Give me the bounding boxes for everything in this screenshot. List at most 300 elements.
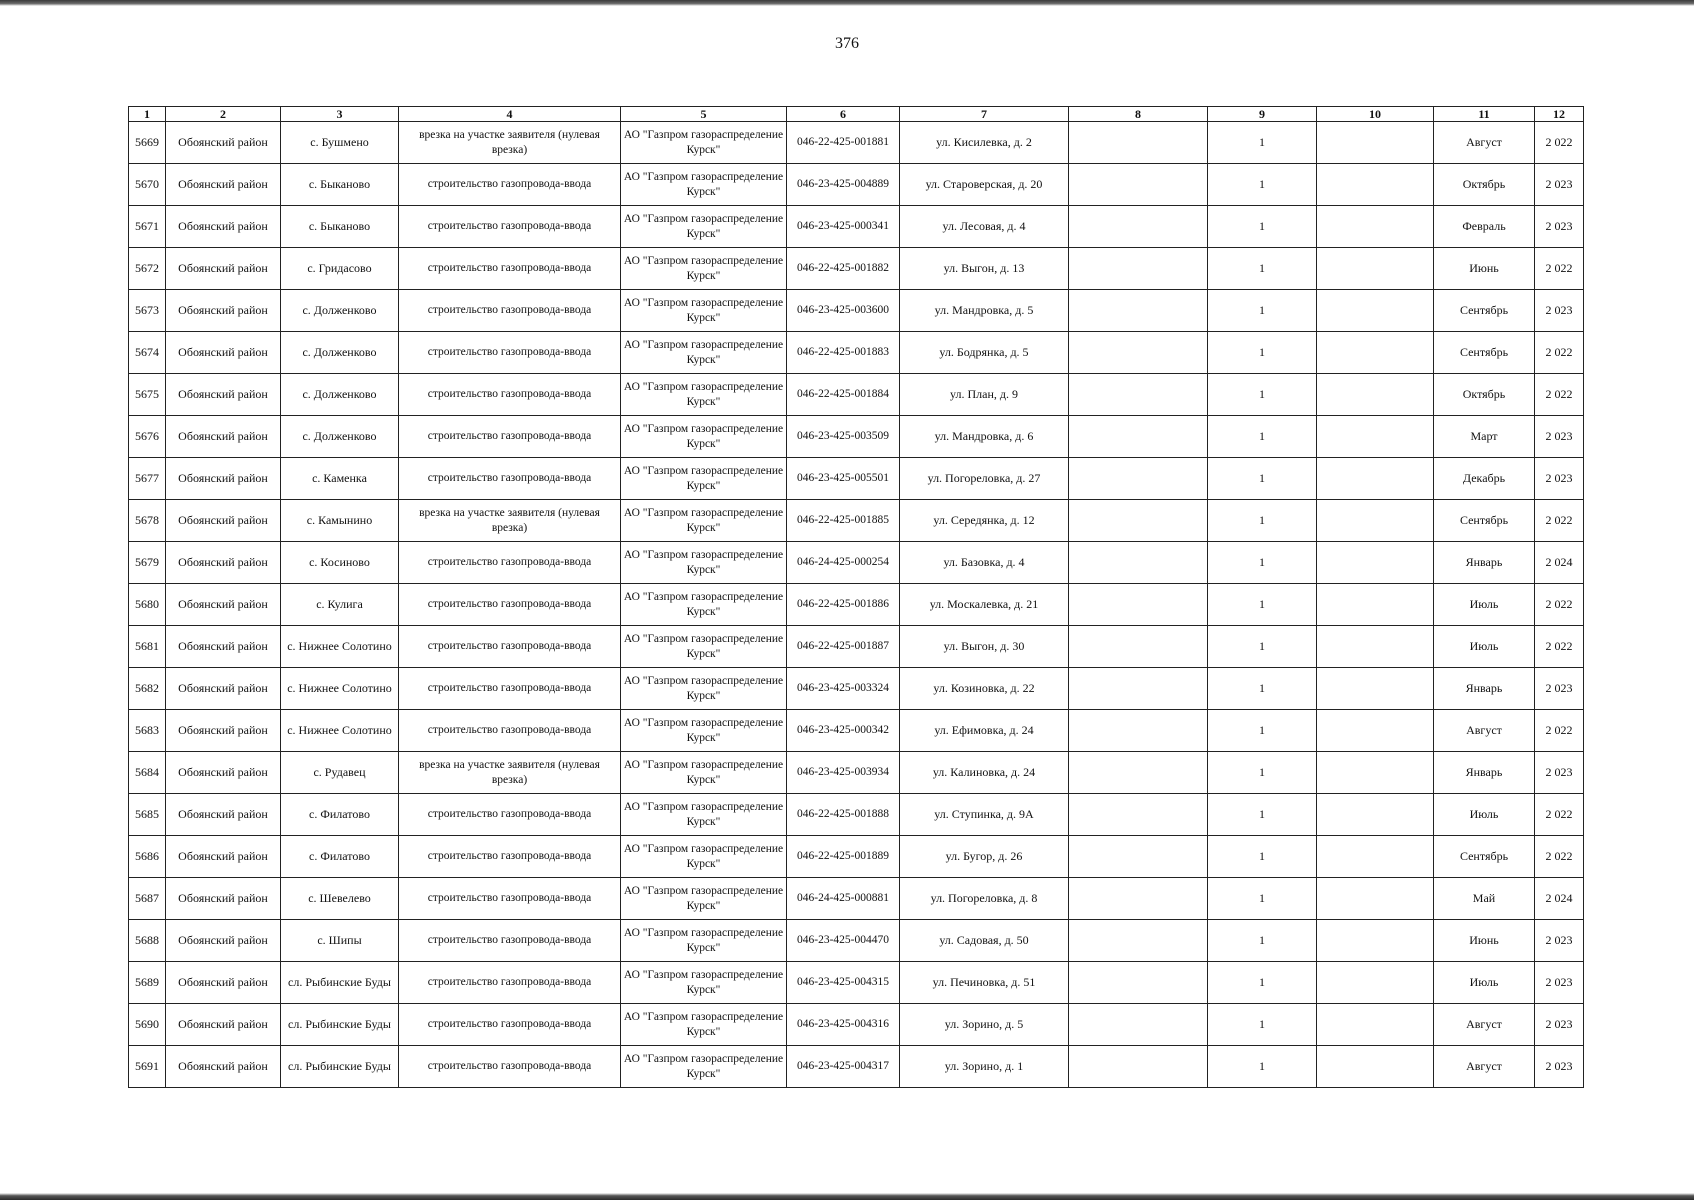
cell-district: Обоянский район — [166, 668, 281, 710]
cell-year: 2 023 — [1535, 1004, 1584, 1046]
cell-address: ул. Бугор, д. 26 — [900, 836, 1069, 878]
cell-organization: АО "Газпром газораспределение Курск" — [621, 500, 787, 542]
cell-quantity: 1 — [1208, 374, 1317, 416]
cell-settlement: сл. Рыбинские Буды — [281, 962, 399, 1004]
cell-year: 2 022 — [1535, 332, 1584, 374]
table-row — [129, 374, 1584, 416]
cell-col-8 — [1069, 1004, 1208, 1046]
cell-col-8 — [1069, 542, 1208, 584]
cell-district: Обоянский район — [166, 836, 281, 878]
cell-quantity: 1 — [1208, 122, 1317, 164]
cell-application-number: 046-23-425-000342 — [787, 710, 900, 752]
cell-row-number: 5671 — [129, 206, 166, 248]
cell-quantity: 1 — [1208, 542, 1317, 584]
cell-row-number: 5670 — [129, 164, 166, 206]
cell-quantity: 1 — [1208, 458, 1317, 500]
cell-month: Июнь — [1434, 920, 1535, 962]
cell-settlement: с. Филатово — [281, 794, 399, 836]
cell-application-number: 046-23-425-004315 — [787, 962, 900, 1004]
cell-year: 2 023 — [1535, 962, 1584, 1004]
cell-settlement: сл. Рыбинские Буды — [281, 1046, 399, 1088]
cell-district: Обоянский район — [166, 920, 281, 962]
cell-col-8 — [1069, 794, 1208, 836]
cell-organization: АО "Газпром газораспределение Курск" — [621, 878, 787, 920]
cell-organization: АО "Газпром газораспределение Курск" — [621, 626, 787, 668]
cell-organization: АО "Газпром газораспределение Курск" — [621, 962, 787, 1004]
cell-col-10 — [1317, 584, 1434, 626]
cell-settlement: с. Нижнее Солотино — [281, 668, 399, 710]
cell-col-10 — [1317, 374, 1434, 416]
cell-row-number: 5672 — [129, 248, 166, 290]
cell-quantity: 1 — [1208, 626, 1317, 668]
column-header-4: 4 — [399, 107, 621, 122]
cell-row-number: 5679 — [129, 542, 166, 584]
table-row — [129, 878, 1584, 920]
cell-col-10 — [1317, 500, 1434, 542]
register-table — [128, 106, 1584, 1088]
cell-application-number: 046-23-425-000341 — [787, 206, 900, 248]
cell-year: 2 023 — [1535, 920, 1584, 962]
cell-year: 2 023 — [1535, 290, 1584, 332]
cell-organization: АО "Газпром газораспределение Курск" — [621, 542, 787, 584]
cell-address: ул. Староверская, д. 20 — [900, 164, 1069, 206]
table-row — [129, 626, 1584, 668]
cell-district: Обоянский район — [166, 164, 281, 206]
table-row — [129, 164, 1584, 206]
cell-year: 2 023 — [1535, 416, 1584, 458]
cell-col-10 — [1317, 1004, 1434, 1046]
cell-application-number: 046-24-425-000254 — [787, 542, 900, 584]
table-row — [129, 206, 1584, 248]
cell-work-type: строительство газопровода-ввода — [399, 878, 621, 920]
table-row — [129, 668, 1584, 710]
cell-year: 2 023 — [1535, 164, 1584, 206]
cell-col-8 — [1069, 332, 1208, 374]
cell-row-number: 5691 — [129, 1046, 166, 1088]
cell-month: Сентябрь — [1434, 500, 1535, 542]
cell-col-8 — [1069, 920, 1208, 962]
cell-district: Обоянский район — [166, 962, 281, 1004]
cell-district: Обоянский район — [166, 416, 281, 458]
cell-month: Март — [1434, 416, 1535, 458]
table-header-row — [129, 107, 1584, 122]
cell-quantity: 1 — [1208, 206, 1317, 248]
cell-district: Обоянский район — [166, 332, 281, 374]
cell-col-8 — [1069, 164, 1208, 206]
cell-quantity: 1 — [1208, 794, 1317, 836]
cell-col-10 — [1317, 710, 1434, 752]
cell-work-type: строительство газопровода-ввода — [399, 332, 621, 374]
cell-work-type: врезка на участке заявителя (нулевая врезка) — [399, 500, 621, 542]
cell-district: Обоянский район — [166, 122, 281, 164]
cell-organization: АО "Газпром газораспределение Курск" — [621, 248, 787, 290]
cell-settlement: с. Нижнее Солотино — [281, 626, 399, 668]
cell-col-8 — [1069, 290, 1208, 332]
table-row — [129, 920, 1584, 962]
cell-year: 2 022 — [1535, 248, 1584, 290]
cell-organization: АО "Газпром газораспределение Курск" — [621, 920, 787, 962]
cell-work-type: строительство газопровода-ввода — [399, 920, 621, 962]
cell-work-type: строительство газопровода-ввода — [399, 1046, 621, 1088]
cell-organization: АО "Газпром газораспределение Курск" — [621, 668, 787, 710]
cell-district: Обоянский район — [166, 710, 281, 752]
cell-col-10 — [1317, 920, 1434, 962]
cell-quantity: 1 — [1208, 878, 1317, 920]
table-row — [129, 542, 1584, 584]
cell-row-number: 5688 — [129, 920, 166, 962]
column-header-7: 7 — [900, 107, 1069, 122]
cell-address: ул. Середянка, д. 12 — [900, 500, 1069, 542]
cell-month: Сентябрь — [1434, 332, 1535, 374]
cell-application-number: 046-23-425-005501 — [787, 458, 900, 500]
cell-col-8 — [1069, 584, 1208, 626]
cell-settlement: сл. Рыбинские Буды — [281, 1004, 399, 1046]
column-header-12: 12 — [1535, 107, 1584, 122]
cell-row-number: 5669 — [129, 122, 166, 164]
cell-row-number: 5678 — [129, 500, 166, 542]
table-row — [129, 794, 1584, 836]
cell-col-8 — [1069, 248, 1208, 290]
cell-month: Октябрь — [1434, 164, 1535, 206]
cell-row-number: 5673 — [129, 290, 166, 332]
cell-settlement: с. Быканово — [281, 164, 399, 206]
cell-work-type: строительство газопровода-ввода — [399, 248, 621, 290]
cell-work-type: строительство газопровода-ввода — [399, 374, 621, 416]
cell-col-10 — [1317, 878, 1434, 920]
cell-address: ул. Садовая, д. 50 — [900, 920, 1069, 962]
cell-settlement: с. Бушмено — [281, 122, 399, 164]
cell-col-10 — [1317, 752, 1434, 794]
cell-application-number: 046-23-425-003600 — [787, 290, 900, 332]
cell-application-number: 046-22-425-001886 — [787, 584, 900, 626]
table-row — [129, 290, 1584, 332]
cell-settlement: с. Долженково — [281, 416, 399, 458]
cell-year: 2 022 — [1535, 584, 1584, 626]
cell-settlement: с. Камынино — [281, 500, 399, 542]
cell-settlement: с. Гридасово — [281, 248, 399, 290]
cell-work-type: строительство газопровода-ввода — [399, 962, 621, 1004]
cell-quantity: 1 — [1208, 164, 1317, 206]
cell-quantity: 1 — [1208, 752, 1317, 794]
cell-col-10 — [1317, 794, 1434, 836]
cell-organization: АО "Газпром газораспределение Курск" — [621, 584, 787, 626]
cell-month: Август — [1434, 122, 1535, 164]
column-header-3: 3 — [281, 107, 399, 122]
cell-organization: АО "Газпром газораспределение Курск" — [621, 458, 787, 500]
cell-address: ул. Калиновка, д. 24 — [900, 752, 1069, 794]
cell-col-10 — [1317, 836, 1434, 878]
cell-row-number: 5683 — [129, 710, 166, 752]
cell-year: 2 024 — [1535, 542, 1584, 584]
cell-row-number: 5675 — [129, 374, 166, 416]
cell-col-8 — [1069, 962, 1208, 1004]
cell-quantity: 1 — [1208, 248, 1317, 290]
column-header-10: 10 — [1317, 107, 1434, 122]
cell-quantity: 1 — [1208, 836, 1317, 878]
cell-application-number: 046-23-425-003509 — [787, 416, 900, 458]
cell-col-10 — [1317, 542, 1434, 584]
cell-year: 2 023 — [1535, 752, 1584, 794]
cell-quantity: 1 — [1208, 1004, 1317, 1046]
column-header-9: 9 — [1208, 107, 1317, 122]
cell-work-type: строительство газопровода-ввода — [399, 458, 621, 500]
cell-organization: АО "Газпром газораспределение Курск" — [621, 374, 787, 416]
cell-district: Обоянский район — [166, 374, 281, 416]
cell-address: ул. Погореловка, д. 8 — [900, 878, 1069, 920]
cell-month: Август — [1434, 1046, 1535, 1088]
scan-edge-bottom — [0, 1193, 1694, 1200]
cell-address: ул. Печиновка, д. 51 — [900, 962, 1069, 1004]
cell-col-8 — [1069, 206, 1208, 248]
cell-month: Август — [1434, 710, 1535, 752]
cell-application-number: 046-22-425-001882 — [787, 248, 900, 290]
cell-organization: АО "Газпром газораспределение Курск" — [621, 836, 787, 878]
cell-settlement: с. Быканово — [281, 206, 399, 248]
cell-work-type: строительство газопровода-ввода — [399, 626, 621, 668]
cell-work-type: строительство газопровода-ввода — [399, 668, 621, 710]
cell-month: Июль — [1434, 626, 1535, 668]
cell-application-number: 046-22-425-001889 — [787, 836, 900, 878]
cell-month: Сентябрь — [1434, 836, 1535, 878]
cell-col-10 — [1317, 206, 1434, 248]
cell-work-type: строительство газопровода-ввода — [399, 836, 621, 878]
column-header-5: 5 — [621, 107, 787, 122]
cell-row-number: 5674 — [129, 332, 166, 374]
cell-work-type: строительство газопровода-ввода — [399, 584, 621, 626]
cell-district: Обоянский район — [166, 458, 281, 500]
cell-year: 2 022 — [1535, 500, 1584, 542]
cell-col-8 — [1069, 1046, 1208, 1088]
cell-month: Февраль — [1434, 206, 1535, 248]
cell-organization: АО "Газпром газораспределение Курск" — [621, 710, 787, 752]
cell-col-10 — [1317, 962, 1434, 1004]
cell-district: Обоянский район — [166, 878, 281, 920]
cell-quantity: 1 — [1208, 584, 1317, 626]
cell-district: Обоянский район — [166, 206, 281, 248]
cell-application-number: 046-24-425-000881 — [787, 878, 900, 920]
cell-work-type: строительство газопровода-ввода — [399, 542, 621, 584]
cell-year: 2 022 — [1535, 836, 1584, 878]
cell-address: ул. Погореловка, д. 27 — [900, 458, 1069, 500]
cell-organization: АО "Газпром газораспределение Курск" — [621, 416, 787, 458]
cell-col-8 — [1069, 122, 1208, 164]
cell-application-number: 046-22-425-001884 — [787, 374, 900, 416]
scan-edge-top — [0, 0, 1694, 6]
column-header-8: 8 — [1069, 107, 1208, 122]
cell-organization: АО "Газпром газораспределение Курск" — [621, 290, 787, 332]
cell-settlement: с. Кулига — [281, 584, 399, 626]
page-number: 376 — [835, 35, 859, 52]
cell-district: Обоянский район — [166, 794, 281, 836]
cell-application-number: 046-23-425-003324 — [787, 668, 900, 710]
cell-col-8 — [1069, 668, 1208, 710]
cell-work-type: строительство газопровода-ввода — [399, 794, 621, 836]
cell-year: 2 023 — [1535, 1046, 1584, 1088]
cell-application-number: 046-23-425-004317 — [787, 1046, 900, 1088]
cell-district: Обоянский район — [166, 1004, 281, 1046]
cell-address: ул. Бодрянка, д. 5 — [900, 332, 1069, 374]
cell-month: Январь — [1434, 542, 1535, 584]
cell-address: ул. Кисилевка, д. 2 — [900, 122, 1069, 164]
cell-settlement: с. Долженково — [281, 374, 399, 416]
cell-settlement: с. Долженково — [281, 290, 399, 332]
cell-settlement: с. Филатово — [281, 836, 399, 878]
cell-organization: АО "Газпром газораспределение Курск" — [621, 332, 787, 374]
cell-col-8 — [1069, 458, 1208, 500]
cell-organization: АО "Газпром газораспределение Курск" — [621, 794, 787, 836]
cell-settlement: с. Рудавец — [281, 752, 399, 794]
cell-month: Январь — [1434, 668, 1535, 710]
cell-quantity: 1 — [1208, 290, 1317, 332]
cell-quantity: 1 — [1208, 920, 1317, 962]
cell-work-type: строительство газопровода-ввода — [399, 164, 621, 206]
cell-row-number: 5690 — [129, 1004, 166, 1046]
table-row — [129, 416, 1584, 458]
cell-row-number: 5687 — [129, 878, 166, 920]
cell-work-type: врезка на участке заявителя (нулевая врезка) — [399, 752, 621, 794]
cell-row-number: 5676 — [129, 416, 166, 458]
cell-quantity: 1 — [1208, 1046, 1317, 1088]
cell-settlement: с. Шевелево — [281, 878, 399, 920]
cell-row-number: 5686 — [129, 836, 166, 878]
cell-application-number: 046-22-425-001885 — [787, 500, 900, 542]
cell-district: Обоянский район — [166, 290, 281, 332]
cell-year: 2 023 — [1535, 458, 1584, 500]
table-row — [129, 584, 1584, 626]
table-row — [129, 458, 1584, 500]
column-header-2: 2 — [166, 107, 281, 122]
cell-address: ул. Ступинка, д. 9А — [900, 794, 1069, 836]
cell-col-8 — [1069, 710, 1208, 752]
cell-col-10 — [1317, 332, 1434, 374]
table-row — [129, 332, 1584, 374]
cell-address: ул. План, д. 9 — [900, 374, 1069, 416]
table-row — [129, 1004, 1584, 1046]
cell-col-8 — [1069, 500, 1208, 542]
table-row — [129, 962, 1584, 1004]
cell-application-number: 046-22-425-001881 — [787, 122, 900, 164]
cell-application-number: 046-23-425-004316 — [787, 1004, 900, 1046]
cell-organization: АО "Газпром газораспределение Курск" — [621, 752, 787, 794]
cell-month: Май — [1434, 878, 1535, 920]
cell-row-number: 5681 — [129, 626, 166, 668]
cell-col-10 — [1317, 458, 1434, 500]
cell-work-type: строительство газопровода-ввода — [399, 1004, 621, 1046]
cell-year: 2 022 — [1535, 374, 1584, 416]
cell-month: Сентябрь — [1434, 290, 1535, 332]
cell-quantity: 1 — [1208, 962, 1317, 1004]
cell-row-number: 5682 — [129, 668, 166, 710]
cell-year: 2 023 — [1535, 206, 1584, 248]
cell-col-10 — [1317, 290, 1434, 332]
cell-application-number: 046-22-425-001883 — [787, 332, 900, 374]
table-row — [129, 836, 1584, 878]
cell-address: ул. Ефимовка, д. 24 — [900, 710, 1069, 752]
cell-month: Июль — [1434, 962, 1535, 1004]
cell-application-number: 046-23-425-004470 — [787, 920, 900, 962]
cell-row-number: 5680 — [129, 584, 166, 626]
cell-work-type: строительство газопровода-ввода — [399, 710, 621, 752]
table-row — [129, 122, 1584, 164]
cell-year: 2 022 — [1535, 794, 1584, 836]
cell-work-type: строительство газопровода-ввода — [399, 206, 621, 248]
cell-address: ул. Лесовая, д. 4 — [900, 206, 1069, 248]
cell-work-type: строительство газопровода-ввода — [399, 290, 621, 332]
cell-quantity: 1 — [1208, 668, 1317, 710]
cell-quantity: 1 — [1208, 332, 1317, 374]
cell-settlement: с. Нижнее Солотино — [281, 710, 399, 752]
cell-organization: АО "Газпром газораспределение Курск" — [621, 164, 787, 206]
cell-row-number: 5677 — [129, 458, 166, 500]
cell-row-number: 5684 — [129, 752, 166, 794]
cell-year: 2 022 — [1535, 122, 1584, 164]
cell-organization: АО "Газпром газораспределение Курск" — [621, 1046, 787, 1088]
cell-address: ул. Мандровка, д. 6 — [900, 416, 1069, 458]
cell-settlement: с. Косиново — [281, 542, 399, 584]
cell-address: ул. Базовка, д. 4 — [900, 542, 1069, 584]
cell-col-10 — [1317, 668, 1434, 710]
cell-col-10 — [1317, 1046, 1434, 1088]
cell-organization: АО "Газпром газораспределение Курск" — [621, 1004, 787, 1046]
column-header-6: 6 — [787, 107, 900, 122]
cell-col-10 — [1317, 122, 1434, 164]
cell-district: Обоянский район — [166, 752, 281, 794]
cell-address: ул. Выгон, д. 30 — [900, 626, 1069, 668]
cell-month: Август — [1434, 1004, 1535, 1046]
cell-settlement: с. Шипы — [281, 920, 399, 962]
cell-application-number: 046-23-425-003934 — [787, 752, 900, 794]
cell-row-number: 5689 — [129, 962, 166, 1004]
cell-col-8 — [1069, 374, 1208, 416]
cell-address: ул. Выгон, д. 13 — [900, 248, 1069, 290]
cell-address: ул. Мандровка, д. 5 — [900, 290, 1069, 332]
column-header-1: 1 — [129, 107, 166, 122]
column-header-11: 11 — [1434, 107, 1535, 122]
cell-year: 2 024 — [1535, 878, 1584, 920]
table-row — [129, 710, 1584, 752]
cell-col-10 — [1317, 626, 1434, 668]
cell-col-10 — [1317, 164, 1434, 206]
cell-district: Обоянский район — [166, 542, 281, 584]
cell-organization: АО "Газпром газораспределение Курск" — [621, 206, 787, 248]
cell-address: ул. Зорино, д. 5 — [900, 1004, 1069, 1046]
cell-month: Июнь — [1434, 248, 1535, 290]
cell-month: Октябрь — [1434, 374, 1535, 416]
cell-work-type: строительство газопровода-ввода — [399, 416, 621, 458]
cell-year: 2 023 — [1535, 668, 1584, 710]
cell-col-8 — [1069, 752, 1208, 794]
cell-col-8 — [1069, 626, 1208, 668]
cell-quantity: 1 — [1208, 710, 1317, 752]
table-row — [129, 500, 1584, 542]
cell-settlement: с. Долженково — [281, 332, 399, 374]
table-body — [129, 122, 1584, 1088]
cell-quantity: 1 — [1208, 416, 1317, 458]
cell-quantity: 1 — [1208, 500, 1317, 542]
cell-address: ул. Зорино, д. 1 — [900, 1046, 1069, 1088]
table-row — [129, 1046, 1584, 1088]
cell-col-10 — [1317, 416, 1434, 458]
cell-district: Обоянский район — [166, 1046, 281, 1088]
cell-month: Июль — [1434, 584, 1535, 626]
cell-district: Обоянский район — [166, 248, 281, 290]
cell-district: Обоянский район — [166, 626, 281, 668]
cell-organization: АО "Газпром газораспределение Курск" — [621, 122, 787, 164]
cell-month: Январь — [1434, 752, 1535, 794]
cell-month: Июль — [1434, 794, 1535, 836]
cell-application-number: 046-22-425-001887 — [787, 626, 900, 668]
cell-col-8 — [1069, 878, 1208, 920]
